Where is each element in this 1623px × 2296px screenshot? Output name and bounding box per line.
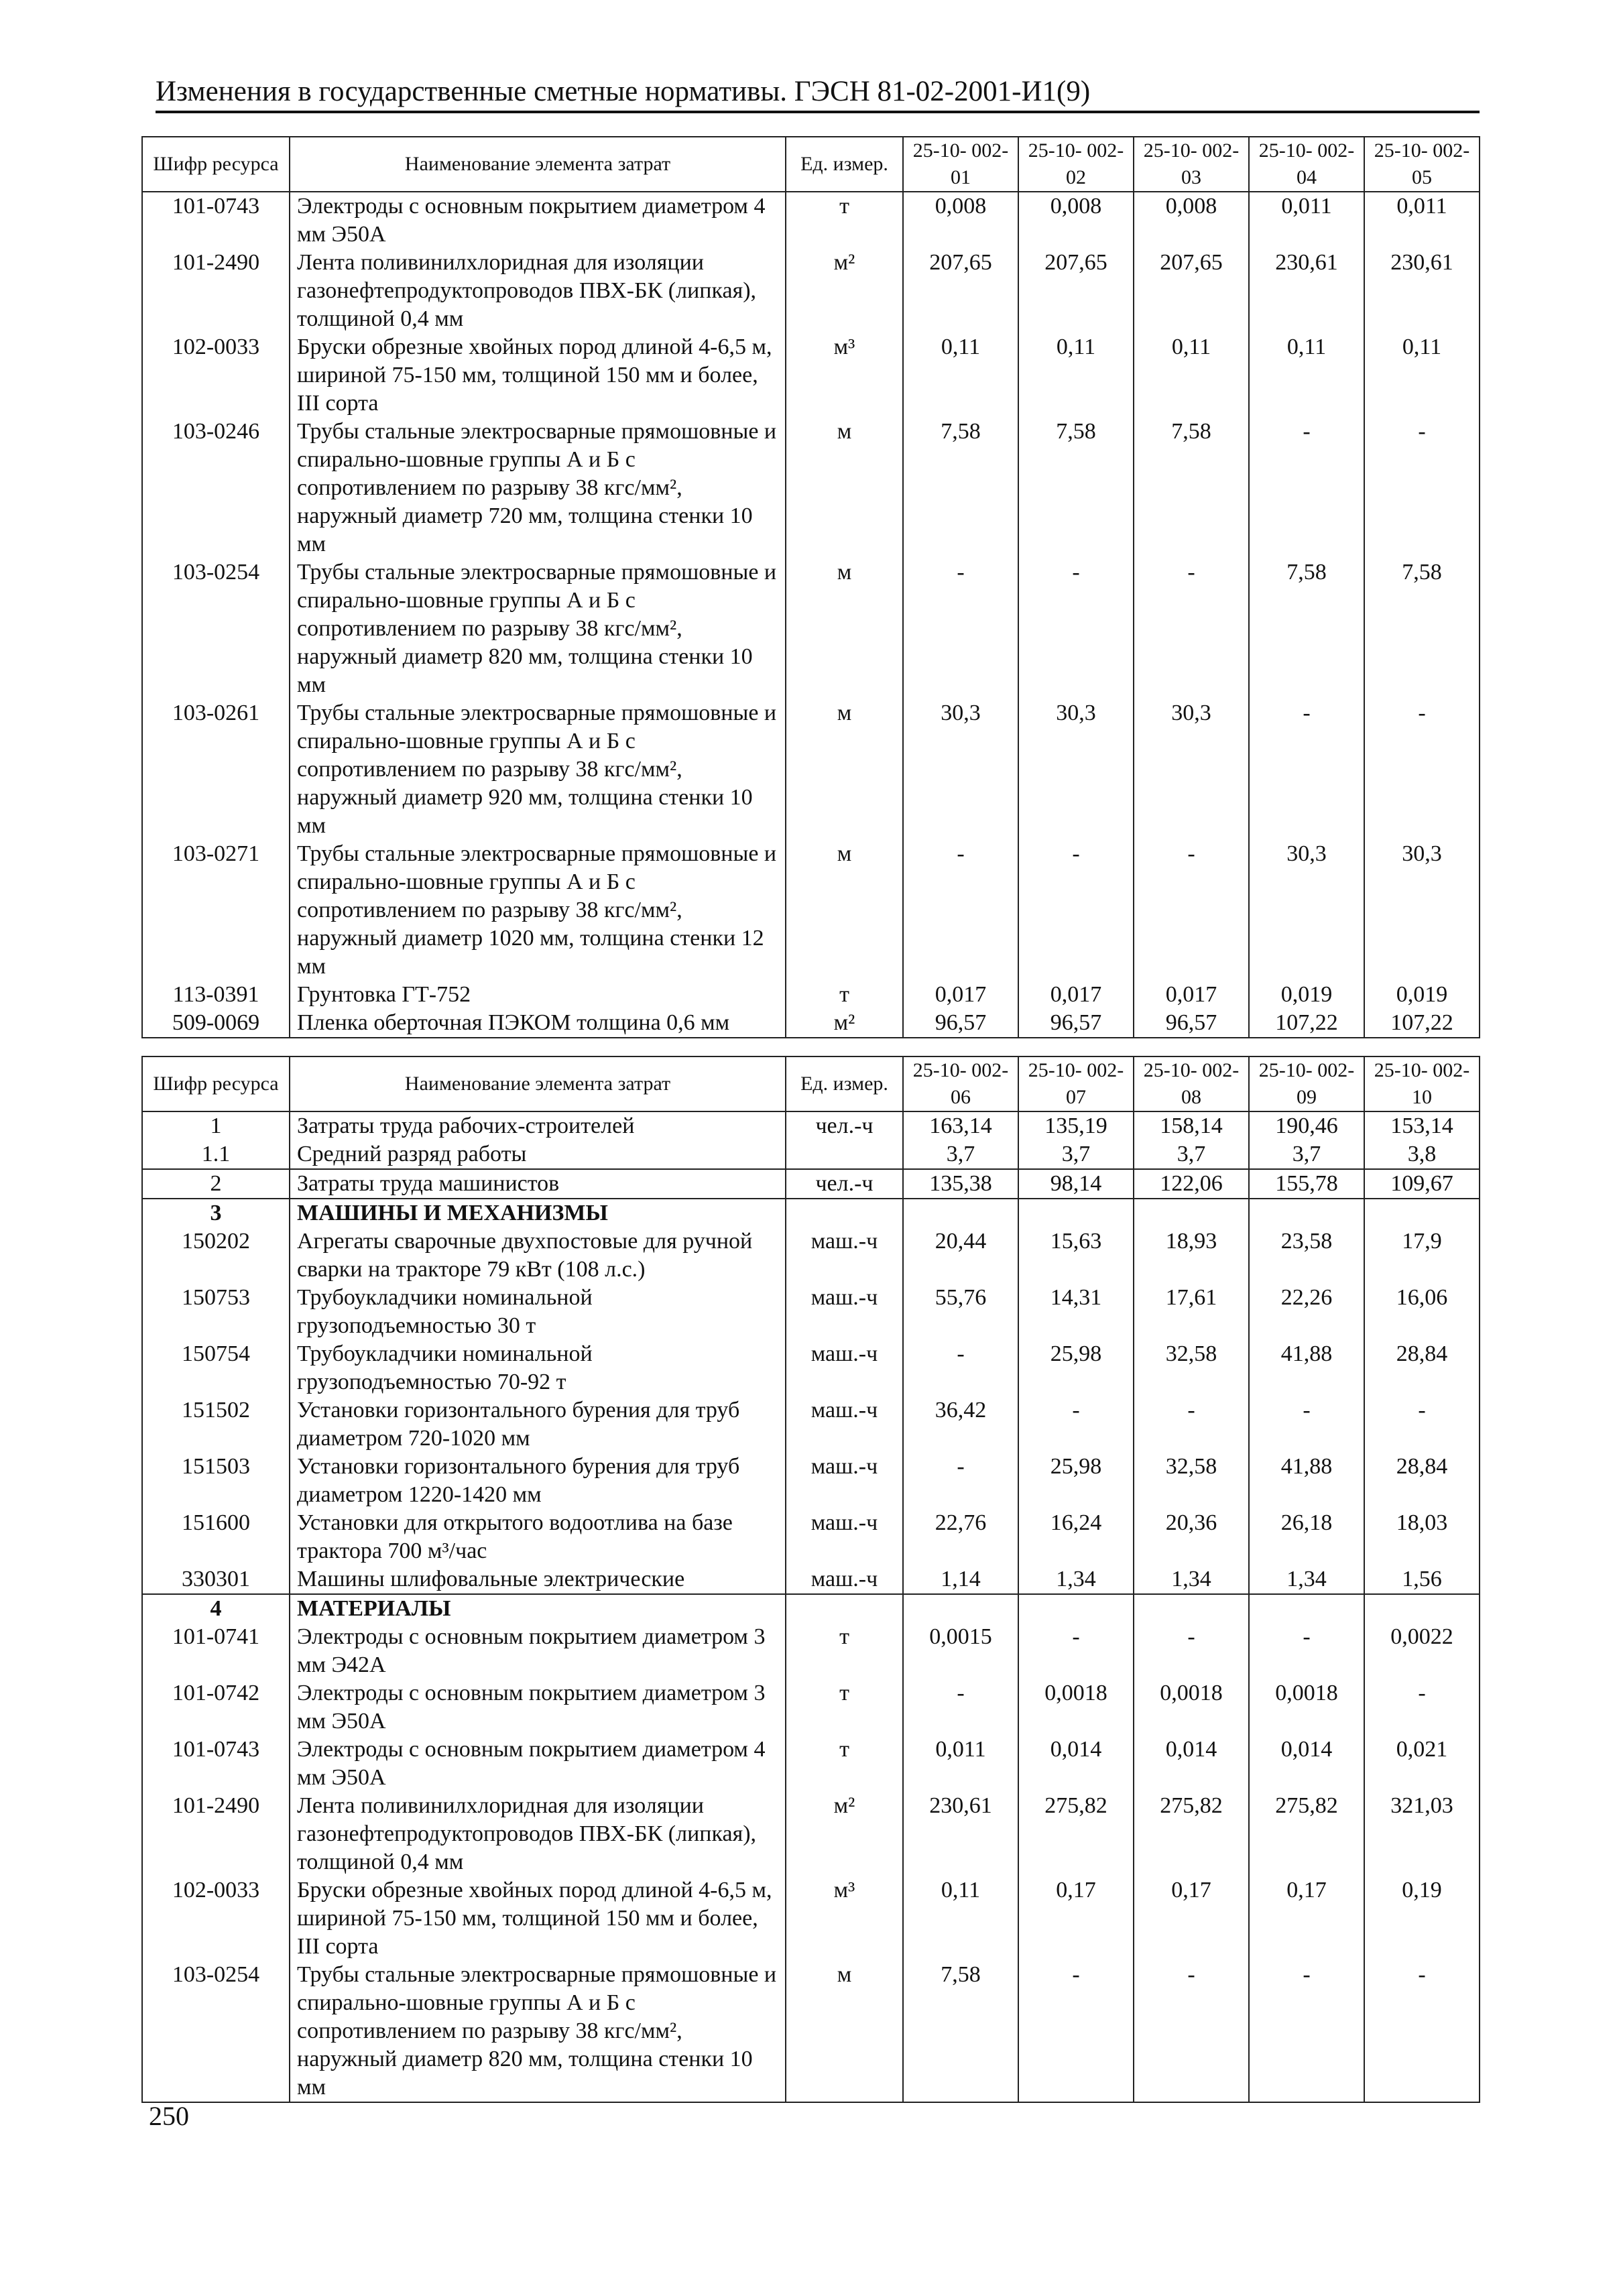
value-cell: 0,017 xyxy=(1134,981,1249,1009)
value-cell: 0,014 xyxy=(1249,1736,1364,1792)
value-cell: 1,56 xyxy=(1364,1565,1480,1594)
table-row xyxy=(142,1453,1480,1509)
unit-cell: м xyxy=(786,1961,903,2102)
resource-name-cell: Электроды с основным покрытием диаметром 3 мм Э42А xyxy=(290,1623,786,1679)
value-cell: 0,019 xyxy=(1249,981,1364,1009)
value-cell: 0,011 xyxy=(1364,192,1480,249)
resource-code-cell: 103-0271 xyxy=(142,840,290,981)
table-row xyxy=(142,249,1480,333)
value-cell: 7,58 xyxy=(903,418,1018,558)
value-cell: - xyxy=(1018,1396,1134,1453)
value-cell: 109,67 xyxy=(1364,1169,1480,1199)
value-cell: - xyxy=(1364,1396,1480,1453)
resource-name-cell: Машины шлифовальные электрические xyxy=(290,1565,786,1594)
value-cell: 3,8 xyxy=(1364,1140,1480,1169)
resource-code-cell: 1.1 xyxy=(142,1140,290,1169)
value-cell: - xyxy=(903,1453,1018,1509)
value-cell: 0,11 xyxy=(903,1876,1018,1961)
value-cell: 14,31 xyxy=(1018,1284,1134,1340)
value-cell: 0,11 xyxy=(1364,333,1480,418)
value-cell: 7,58 xyxy=(1134,418,1249,558)
value-cell: 230,61 xyxy=(1364,249,1480,333)
resource-code-cell: 151502 xyxy=(142,1396,290,1453)
resource-name-cell: Бруски обрезные хвойных пород длиной 4-6,5 м, шириной 75-150 мм, толщиной 150 мм и более, III сорта xyxy=(290,1876,786,1961)
resource-name-cell: Средний разряд работы xyxy=(290,1140,786,1169)
unit-cell: т xyxy=(786,1736,903,1792)
page-header: Изменения в государственные сметные нормативы. ГЭСН 81-02-2001-И1(9) xyxy=(156,75,1480,113)
unit-cell: м² xyxy=(786,1792,903,1876)
value-cell: 122,06 xyxy=(1134,1169,1249,1199)
table-row xyxy=(142,1509,1480,1565)
value-cell: 98,14 xyxy=(1018,1169,1134,1199)
resource-name-cell: Пленка оберточная ПЭКОМ толщина 0,6 мм xyxy=(290,1009,786,1038)
resource-name-cell: Трубы стальные электросварные прямошовные и спирально-шовные группы А и Б с сопротивлением по разрыву 38 кгс/мм², наружный диаметр 1020 мм, толщина стенки 12 мм xyxy=(290,840,786,981)
resource-name-cell: Грунтовка ГТ-752 xyxy=(290,981,786,1009)
value-cell: 135,38 xyxy=(903,1169,1018,1199)
table-row xyxy=(142,1340,1480,1396)
value-cell: 7,58 xyxy=(903,1961,1018,2102)
resource-name-cell: Затраты труда рабочих-строителей xyxy=(290,1111,786,1140)
unit-cell: чел.-ч xyxy=(786,1169,903,1199)
value-cell xyxy=(1364,1199,1480,1227)
unit-cell: м² xyxy=(786,249,903,333)
value-cell xyxy=(1018,1594,1134,1623)
unit-cell: т xyxy=(786,981,903,1009)
value-cell: - xyxy=(1249,418,1364,558)
value-cell: 107,22 xyxy=(1364,1009,1480,1038)
resource-code-cell: 3 xyxy=(142,1199,290,1227)
resource-code-cell: 101-0741 xyxy=(142,1623,290,1679)
value-cell: 0,17 xyxy=(1134,1876,1249,1961)
resource-code-cell: 101-0743 xyxy=(142,192,290,249)
resource-name-cell: МАТЕРИАЛЫ xyxy=(290,1594,786,1623)
resource-code-cell: 509-0069 xyxy=(142,1009,290,1038)
resource-name-cell: Электроды с основным покрытием диаметром 4 мм Э50А xyxy=(290,192,786,249)
resource-name-cell: Бруски обрезные хвойных пород длиной 4-6,5 м, шириной 75-150 мм, толщиной 150 мм и более, III сорта xyxy=(290,333,786,418)
value-cell: 23,58 xyxy=(1249,1227,1364,1284)
table-header-row xyxy=(142,1056,1480,1111)
value-cell: 0,011 xyxy=(903,1736,1018,1792)
table-row xyxy=(142,1227,1480,1284)
table-body xyxy=(142,192,1480,1038)
table-row xyxy=(142,1199,1480,1227)
resource-code-cell: 2 xyxy=(142,1169,290,1199)
resource-code-cell: 103-0254 xyxy=(142,558,290,699)
value-cell: 153,14 xyxy=(1364,1111,1480,1140)
value-cell: - xyxy=(1018,840,1134,981)
header-name: Наименование элемента затрат xyxy=(290,137,786,192)
unit-cell: м xyxy=(786,840,903,981)
value-cell: 0,11 xyxy=(1249,333,1364,418)
resource-name-cell: МАШИНЫ И МЕХАНИЗМЫ xyxy=(290,1199,786,1227)
value-cell: 17,9 xyxy=(1364,1227,1480,1284)
value-cell: 155,78 xyxy=(1249,1169,1364,1199)
value-cell: 0,0018 xyxy=(1249,1679,1364,1736)
value-cell xyxy=(1018,1199,1134,1227)
table-row xyxy=(142,333,1480,418)
value-cell: 28,84 xyxy=(1364,1453,1480,1509)
value-cell: - xyxy=(1364,699,1480,840)
resource-name-cell: Трубы стальные электросварные прямошовные и спирально-шовные группы А и Б с сопротивлением по разрыву 38 кгс/мм², наружный диаметр 820 мм, толщина стенки 10 мм xyxy=(290,1961,786,2102)
value-cell: 96,57 xyxy=(1018,1009,1134,1038)
value-cell: 18,03 xyxy=(1364,1509,1480,1565)
value-cell: 41,88 xyxy=(1249,1453,1364,1509)
header-unit: Ед. измер. xyxy=(786,1056,903,1111)
table-row xyxy=(142,1594,1480,1623)
value-cell xyxy=(1134,1594,1249,1623)
value-cell: 25,98 xyxy=(1018,1340,1134,1396)
resource-code-cell: 101-2490 xyxy=(142,1792,290,1876)
table-row xyxy=(142,699,1480,840)
value-cell: 207,65 xyxy=(1134,249,1249,333)
resource-code-cell: 103-0261 xyxy=(142,699,290,840)
value-cell: 7,58 xyxy=(1249,558,1364,699)
value-cell: 30,3 xyxy=(1249,840,1364,981)
value-cell: 41,88 xyxy=(1249,1340,1364,1396)
value-cell: - xyxy=(903,1679,1018,1736)
value-cell: 0,11 xyxy=(1018,333,1134,418)
unit-cell: маш.-ч xyxy=(786,1284,903,1340)
value-cell: 0,008 xyxy=(1018,192,1134,249)
resource-name-cell: Установки для открытого водоотлива на базе трактора 700 м³/час xyxy=(290,1509,786,1565)
value-cell: 0,0022 xyxy=(1364,1623,1480,1679)
value-cell: 190,46 xyxy=(1249,1111,1364,1140)
resource-name-cell: Агрегаты сварочные двухпостовые для ручной сварки на тракторе 79 кВт (108 л.с.) xyxy=(290,1227,786,1284)
resource-table-2 xyxy=(141,1056,1480,2103)
value-cell: 230,61 xyxy=(903,1792,1018,1876)
value-cell: - xyxy=(1134,840,1249,981)
value-cell: 158,14 xyxy=(1134,1111,1249,1140)
resource-code-cell: 101-0742 xyxy=(142,1679,290,1736)
value-cell: 15,63 xyxy=(1018,1227,1134,1284)
resource-name-cell: Электроды с основным покрытием диаметром 3 мм Э50А xyxy=(290,1679,786,1736)
value-cell: - xyxy=(1018,558,1134,699)
resource-name-cell: Трубы стальные электросварные прямошовные и спирально-шовные группы А и Б с сопротивлением по разрыву 38 кгс/мм², наружный диаметр 920 мм, толщина стенки 10 мм xyxy=(290,699,786,840)
value-cell: - xyxy=(1249,1961,1364,2102)
value-cell: 32,58 xyxy=(1134,1453,1249,1509)
resource-code-cell: 150202 xyxy=(142,1227,290,1284)
value-cell: 96,57 xyxy=(1134,1009,1249,1038)
value-cell: 275,82 xyxy=(1249,1792,1364,1876)
table-row xyxy=(142,1111,1480,1140)
value-cell: 3,7 xyxy=(1249,1140,1364,1169)
value-cell: 25,98 xyxy=(1018,1453,1134,1509)
value-cell: 7,58 xyxy=(1364,558,1480,699)
unit-cell: маш.-ч xyxy=(786,1340,903,1396)
unit-cell: маш.-ч xyxy=(786,1227,903,1284)
value-cell: - xyxy=(1134,1961,1249,2102)
unit-cell: м xyxy=(786,558,903,699)
resource-code-cell: 330301 xyxy=(142,1565,290,1594)
resource-name-cell: Трубоукладчики номинальной грузоподъемностью 70-92 т xyxy=(290,1340,786,1396)
value-cell: 32,58 xyxy=(1134,1340,1249,1396)
value-cell: 107,22 xyxy=(1249,1009,1364,1038)
header-col: 25-10- 002-05 xyxy=(1364,137,1480,192)
header-name: Наименование элемента затрат xyxy=(290,1056,786,1111)
table-row xyxy=(142,558,1480,699)
header-col: 25-10- 002-07 xyxy=(1018,1056,1134,1111)
resource-name-cell: Установки горизонтального бурения для труб диаметром 720-1020 мм xyxy=(290,1396,786,1453)
value-cell: 0,019 xyxy=(1364,981,1480,1009)
header-col: 25-10- 002-03 xyxy=(1134,137,1249,192)
resource-code-cell: 101-2490 xyxy=(142,249,290,333)
value-cell: 0,014 xyxy=(1018,1736,1134,1792)
value-cell: 1,34 xyxy=(1249,1565,1364,1594)
header-col: 25-10- 002-06 xyxy=(903,1056,1018,1111)
value-cell: - xyxy=(1249,699,1364,840)
header-col: 25-10- 002-01 xyxy=(903,137,1018,192)
unit-cell: маш.-ч xyxy=(786,1565,903,1594)
table-row xyxy=(142,1009,1480,1038)
value-cell: 30,3 xyxy=(1364,840,1480,981)
unit-cell xyxy=(786,1140,903,1169)
value-cell: - xyxy=(903,840,1018,981)
value-cell: 0,11 xyxy=(903,333,1018,418)
table-row xyxy=(142,192,1480,249)
unit-cell: чел.-ч xyxy=(786,1111,903,1140)
value-cell: 0,008 xyxy=(1134,192,1249,249)
table-row xyxy=(142,1736,1480,1792)
resource-code-cell: 102-0033 xyxy=(142,333,290,418)
unit-cell: т xyxy=(786,1679,903,1736)
unit-cell: м³ xyxy=(786,1876,903,1961)
page-number: 250 xyxy=(149,2101,189,2131)
value-cell: 321,03 xyxy=(1364,1792,1480,1876)
value-cell: 0,008 xyxy=(903,192,1018,249)
resource-code-cell: 113-0391 xyxy=(142,981,290,1009)
value-cell: 0,19 xyxy=(1364,1876,1480,1961)
value-cell: 0,17 xyxy=(1018,1876,1134,1961)
resource-name-cell: Установки горизонтального бурения для труб диаметром 1220-1420 мм xyxy=(290,1453,786,1509)
value-cell: 0,17 xyxy=(1249,1876,1364,1961)
value-cell: 26,18 xyxy=(1249,1509,1364,1565)
value-cell: 207,65 xyxy=(903,249,1018,333)
table-row xyxy=(142,1169,1480,1199)
table-row xyxy=(142,1623,1480,1679)
resource-name-cell: Трубы стальные электросварные прямошовные и спирально-шовные группы А и Б с сопротивлением по разрыву 38 кгс/мм², наружный диаметр 820 мм, толщина стенки 10 мм xyxy=(290,558,786,699)
unit-cell xyxy=(786,1594,903,1623)
resource-code-cell: 151600 xyxy=(142,1509,290,1565)
value-cell xyxy=(903,1199,1018,1227)
value-cell: 0,017 xyxy=(903,981,1018,1009)
resource-code-cell: 150754 xyxy=(142,1340,290,1396)
table-row xyxy=(142,418,1480,558)
table-row xyxy=(142,1679,1480,1736)
value-cell xyxy=(1364,1594,1480,1623)
table-row xyxy=(142,981,1480,1009)
value-cell: 0,0015 xyxy=(903,1623,1018,1679)
unit-cell: м xyxy=(786,418,903,558)
header-col: 25-10- 002-04 xyxy=(1249,137,1364,192)
value-cell: 3,7 xyxy=(1134,1140,1249,1169)
table-body xyxy=(142,1111,1480,2102)
header-col: 25-10- 002-10 xyxy=(1364,1056,1480,1111)
resource-name-cell: Затраты труда машинистов xyxy=(290,1169,786,1199)
value-cell xyxy=(1249,1199,1364,1227)
value-cell: 1,34 xyxy=(1018,1565,1134,1594)
value-cell: - xyxy=(1249,1623,1364,1679)
resource-table-1 xyxy=(141,136,1480,1038)
value-cell: 17,61 xyxy=(1134,1284,1249,1340)
unit-cell: м xyxy=(786,699,903,840)
resource-name-cell: Лента поливинилхлоридная для изоляции газонефтепродуктопроводов ПВХ-БК (липкая), толщиной 0,4 мм xyxy=(290,1792,786,1876)
resource-name-cell: Электроды с основным покрытием диаметром 4 мм Э50А xyxy=(290,1736,786,1792)
resource-code-cell: 103-0254 xyxy=(142,1961,290,2102)
value-cell: 135,19 xyxy=(1018,1111,1134,1140)
table-row xyxy=(142,1396,1480,1453)
value-cell: - xyxy=(1134,1623,1249,1679)
unit-cell: т xyxy=(786,192,903,249)
unit-cell: маш.-ч xyxy=(786,1509,903,1565)
header-code: Шифр ресурса xyxy=(142,137,290,192)
value-cell: 0,0018 xyxy=(1134,1679,1249,1736)
value-cell: 275,82 xyxy=(1134,1792,1249,1876)
resource-code-cell: 1 xyxy=(142,1111,290,1140)
resource-code-cell: 4 xyxy=(142,1594,290,1623)
value-cell: - xyxy=(903,558,1018,699)
value-cell: 96,57 xyxy=(903,1009,1018,1038)
value-cell: 230,61 xyxy=(1249,249,1364,333)
value-cell: 7,58 xyxy=(1018,418,1134,558)
table-row xyxy=(142,1140,1480,1169)
value-cell: 16,06 xyxy=(1364,1284,1480,1340)
header-unit: Ед. измер. xyxy=(786,137,903,192)
table-row xyxy=(142,1961,1480,2102)
value-cell: 0,014 xyxy=(1134,1736,1249,1792)
header-col: 25-10- 002-09 xyxy=(1249,1056,1364,1111)
unit-cell: маш.-ч xyxy=(786,1396,903,1453)
value-cell: - xyxy=(1364,1679,1480,1736)
value-cell: 0,11 xyxy=(1134,333,1249,418)
table-row xyxy=(142,1792,1480,1876)
value-cell: 20,44 xyxy=(903,1227,1018,1284)
header-code: Шифр ресурса xyxy=(142,1056,290,1111)
value-cell: - xyxy=(1018,1623,1134,1679)
value-cell xyxy=(903,1594,1018,1623)
table-row xyxy=(142,1565,1480,1594)
resource-code-cell: 151503 xyxy=(142,1453,290,1509)
value-cell: 36,42 xyxy=(903,1396,1018,1453)
value-cell: 3,7 xyxy=(1018,1140,1134,1169)
value-cell: 30,3 xyxy=(903,699,1018,840)
resource-name-cell: Трубы стальные электросварные прямошовные и спирально-шовные группы А и Б с сопротивлением по разрыву 38 кгс/мм², наружный диаметр 720 мм, толщина стенки 10 мм xyxy=(290,418,786,558)
value-cell: 1,34 xyxy=(1134,1565,1249,1594)
value-cell: 28,84 xyxy=(1364,1340,1480,1396)
table-row xyxy=(142,1284,1480,1340)
value-cell: 0,0018 xyxy=(1018,1679,1134,1736)
unit-cell: т xyxy=(786,1623,903,1679)
table-row xyxy=(142,840,1480,981)
value-cell: - xyxy=(903,1340,1018,1396)
value-cell: 18,93 xyxy=(1134,1227,1249,1284)
value-cell: 0,017 xyxy=(1018,981,1134,1009)
value-cell: - xyxy=(1249,1396,1364,1453)
value-cell: 0,021 xyxy=(1364,1736,1480,1792)
value-cell: 22,26 xyxy=(1249,1284,1364,1340)
value-cell: - xyxy=(1134,558,1249,699)
value-cell: 207,65 xyxy=(1018,249,1134,333)
resource-name-cell: Лента поливинилхлоридная для изоляции газонефтепродуктопроводов ПВХ-БК (липкая), толщиной 0,4 мм xyxy=(290,249,786,333)
value-cell xyxy=(1134,1199,1249,1227)
unit-cell: м³ xyxy=(786,333,903,418)
value-cell: - xyxy=(1364,1961,1480,2102)
table-header-row xyxy=(142,137,1480,192)
resource-name-cell: Трубоукладчики номинальной грузоподъемностью 30 т xyxy=(290,1284,786,1340)
value-cell: 20,36 xyxy=(1134,1509,1249,1565)
value-cell: 55,76 xyxy=(903,1284,1018,1340)
value-cell: 275,82 xyxy=(1018,1792,1134,1876)
unit-cell xyxy=(786,1199,903,1227)
value-cell: 30,3 xyxy=(1018,699,1134,840)
table-row xyxy=(142,1876,1480,1961)
resource-code-cell: 102-0033 xyxy=(142,1876,290,1961)
resource-code-cell: 101-0743 xyxy=(142,1736,290,1792)
value-cell xyxy=(1249,1594,1364,1623)
value-cell: 163,14 xyxy=(903,1111,1018,1140)
header-col: 25-10- 002-08 xyxy=(1134,1056,1249,1111)
resource-code-cell: 150753 xyxy=(142,1284,290,1340)
value-cell: - xyxy=(1134,1396,1249,1453)
value-cell: - xyxy=(1364,418,1480,558)
resource-code-cell: 103-0246 xyxy=(142,418,290,558)
value-cell: 0,011 xyxy=(1249,192,1364,249)
value-cell: 3,7 xyxy=(903,1140,1018,1169)
value-cell: - xyxy=(1018,1961,1134,2102)
header-col: 25-10- 002-02 xyxy=(1018,137,1134,192)
value-cell: 1,14 xyxy=(903,1565,1018,1594)
value-cell: 30,3 xyxy=(1134,699,1249,840)
value-cell: 22,76 xyxy=(903,1509,1018,1565)
unit-cell: м² xyxy=(786,1009,903,1038)
unit-cell: маш.-ч xyxy=(786,1453,903,1509)
value-cell: 16,24 xyxy=(1018,1509,1134,1565)
